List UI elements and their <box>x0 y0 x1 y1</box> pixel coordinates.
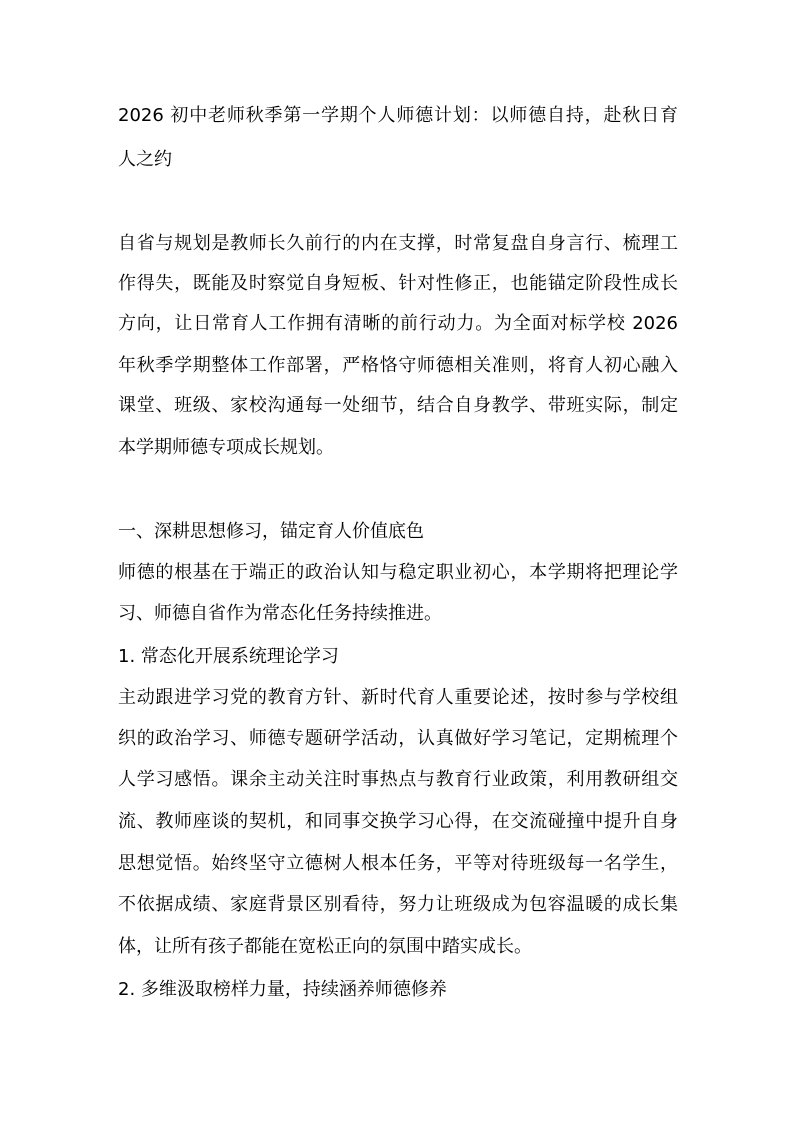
item-paragraph-line: 人学习感悟。课余主动关注时事热点与教育行业政策，利用教研组交 <box>118 769 678 790</box>
item-paragraph-line: 思想觉悟。始终坚守立德树人根本任务，平等对待班级每一名学生， <box>118 853 678 874</box>
intro-paragraph-line: 自省与规划是教师长久前行的内在支撑，时常复盘自身言行、梳理工 <box>118 233 678 254</box>
item-paragraph-line: 主动跟进学习党的教育方针、新时代育人重要论述，按时参与学校组 <box>118 687 678 708</box>
item-paragraph-line: 不依据成绩、家庭背景区别看待，努力让班级成为包容温暖的成长集 <box>118 894 678 915</box>
section-heading: 一、深耕思想修习，锚定育人价值底色 <box>118 521 424 542</box>
document-title-line: 2026 初中老师秋季第一学期个人师德计划：以师德自持，赴秋日育 <box>118 105 678 126</box>
item-heading: 2. 多维汲取榜样力量，持续涵养师德修养 <box>118 979 447 1000</box>
intro-paragraph-line: 方向，让日常育人工作拥有清晰的前行动力。为全面对标学校 2026 <box>118 313 678 334</box>
item-paragraph-line: 流、教师座谈的契机，和同事交换学习心得，在交流碰撞中提升自身 <box>118 811 678 832</box>
item-paragraph-line: 织的政治学习、师德专题研学活动，认真做好学习笔记，定期梳理个 <box>118 728 678 749</box>
intro-paragraph-line: 本学期师德专项成长规划。 <box>118 437 334 458</box>
item-heading: 1. 常态化开展系统理论学习 <box>118 646 339 667</box>
section-intro-line: 习、师德自省作为常态化任务持续推进。 <box>118 603 442 624</box>
intro-paragraph-line: 作得失，既能及时察觉自身短板、针对性修正，也能锚定阶段性成长 <box>118 273 678 294</box>
section-intro-line: 师德的根基在于端正的政治认知与稳定职业初心，本学期将把理论学 <box>118 562 678 583</box>
intro-paragraph-line: 课堂、班级、家校沟通每一处细节，结合自身教学、带班实际，制定 <box>118 395 678 416</box>
document-title-line: 人之约 <box>118 149 172 170</box>
intro-paragraph-line: 年秋季学期整体工作部署，严格恪守师德相关准则，将育人初心融入 <box>118 355 678 376</box>
item-paragraph-line: 体，让所有孩子都能在宽松正向的氛围中踏实成长。 <box>118 936 532 957</box>
